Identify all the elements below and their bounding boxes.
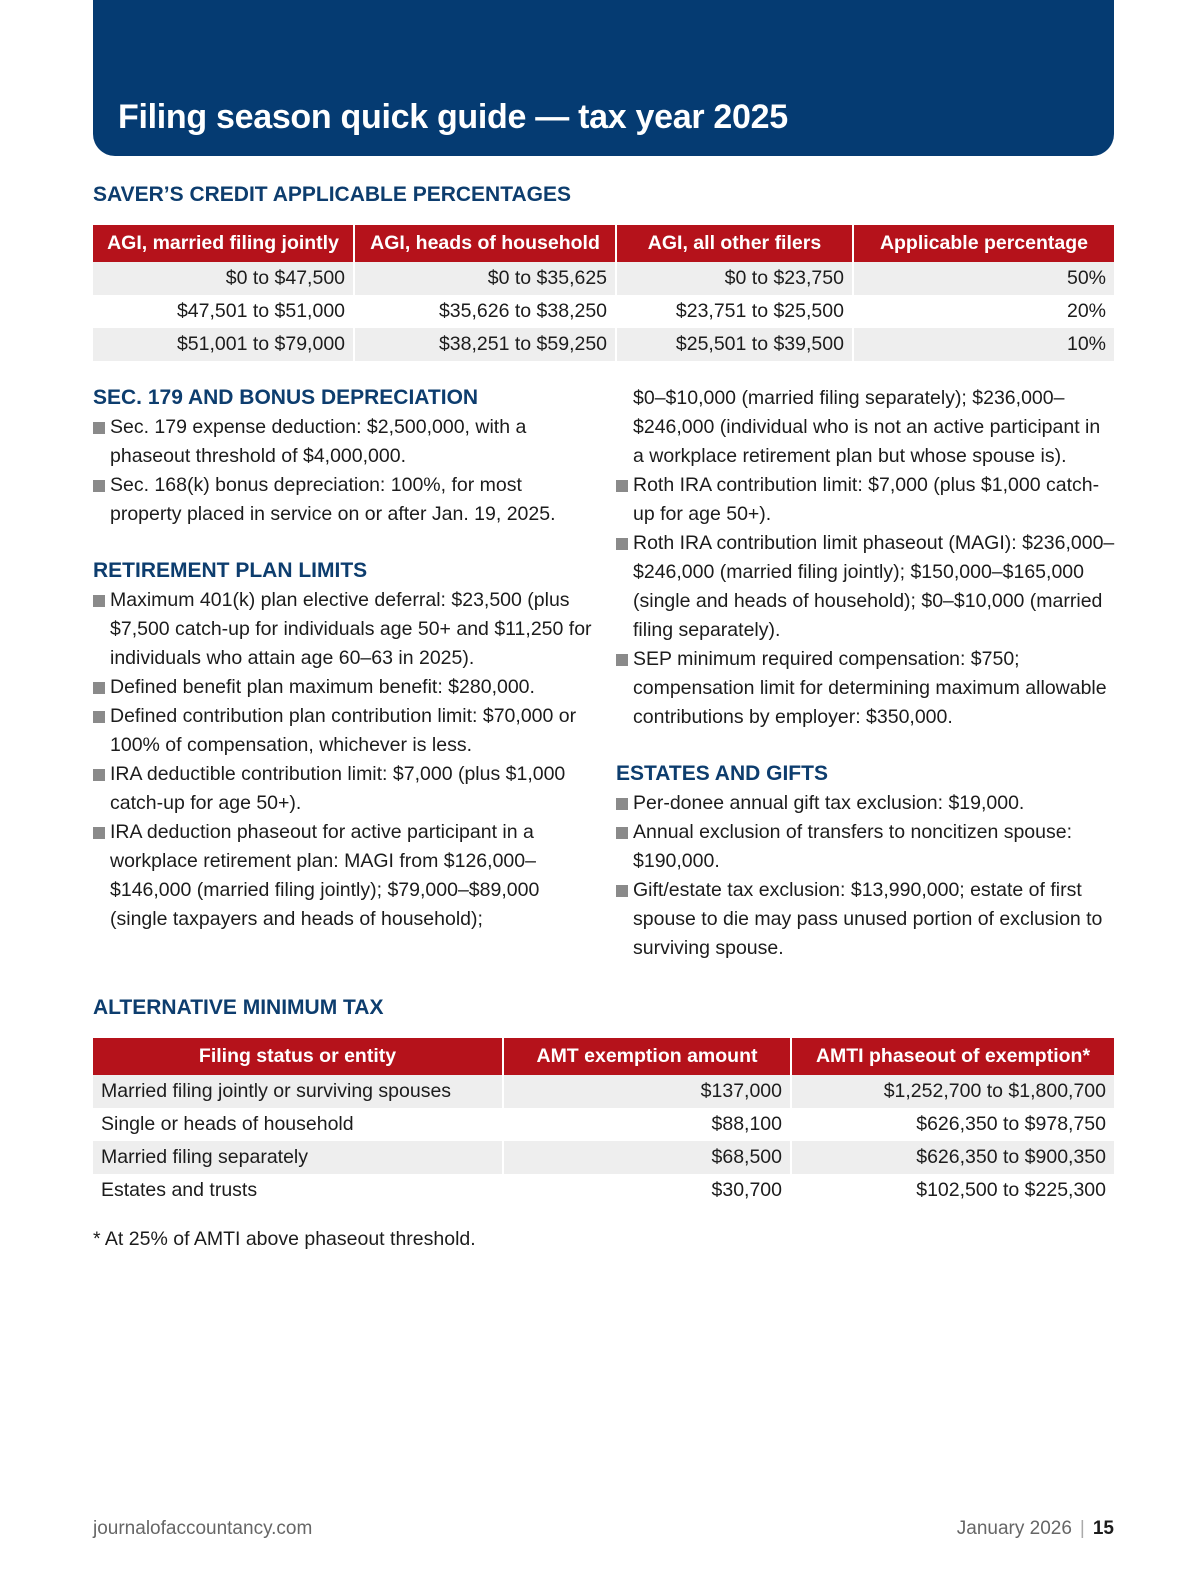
table-row: [93, 328, 1114, 361]
table-cell: $35,626 to $38,250: [438, 300, 608, 322]
page-title: Filing season quick guide — tax year 2025: [118, 98, 788, 136]
square-bullet-icon: [93, 595, 105, 607]
table-cell: $626,350 to $900,350: [792, 1141, 1114, 1174]
footer-separator: |: [1079, 1518, 1085, 1539]
list-item-text: IRA deductible contribution limit: $7,000 (plus $1,000 catch-up for age 50+).: [110, 763, 566, 814]
table-row: [93, 1108, 1114, 1141]
retirement-list-continued: [616, 471, 1116, 732]
list-item: [616, 789, 1116, 818]
continued-list-item-text: $0–$10,000 (married filing separately); $236,000–$246,000 (individual who is not an active participant in a workplace retirement plan but whose spouse is).: [633, 387, 1101, 467]
list-item: [93, 760, 593, 818]
left-column: [93, 383, 593, 934]
amt-table: [91, 1038, 1116, 1207]
list-item-text: Gift/estate tax exclusion: $13,990,000; estate of first spouse to die may pass unused portion of exclusion to surviving spouse.: [633, 879, 1103, 959]
square-bullet-icon: [93, 422, 105, 434]
table-cell: Estates and trusts: [101, 1179, 258, 1201]
savers-credit-heading: SAVER’S CREDIT APPLICABLE PERCENTAGES: [93, 183, 571, 206]
table-cell: $68,500: [504, 1141, 790, 1174]
column-header: AMT exemption amount: [504, 1038, 790, 1075]
list-item: [93, 413, 593, 471]
list-item-text: Annual exclusion of transfers to noncitizen spouse: $190,000.: [633, 821, 1073, 872]
table-cell: Married filing separately: [93, 1141, 502, 1174]
list-item-text: IRA deduction phaseout for active participant in a workplace retirement plan: MAGI from $126,000–$146,000 (married filing jointly); $79,000–$89,000 (single taxpayers and heads of household);: [110, 821, 540, 930]
table-cell: $137,000: [504, 1075, 790, 1108]
square-bullet-icon: [616, 798, 628, 810]
list-item-text: Roth IRA contribution limit phaseout (MAGI): $236,000–$246,000 (married filing jointly); $150,000–$165,000 (single and heads of household); $0–$10,000 (married filing separately).: [633, 532, 1115, 641]
square-bullet-icon: [616, 885, 628, 897]
table-row: [93, 1075, 1114, 1108]
square-bullet-icon: [93, 769, 105, 781]
issue-date: January 2026: [956, 1518, 1072, 1539]
website-footer: journalofaccountancy.com: [93, 1518, 313, 1539]
list-item: [93, 673, 593, 702]
table-cell: $626,350 to $978,750: [916, 1113, 1106, 1135]
square-bullet-icon: [93, 480, 105, 492]
retirement-heading: RETIREMENT PLAN LIMITS: [93, 559, 368, 582]
estates-list: [616, 789, 1116, 963]
list-item-text: Maximum 401(k) plan elective deferral: $23,500 (plus $7,500 catch-up for individuals age 50+ and $11,250 for individuals who attain age 60–63 in 2025).: [110, 589, 592, 669]
list-item-text: Defined benefit plan maximum benefit: $280,000.: [110, 676, 535, 698]
column-header: AGI, all other filers: [617, 225, 852, 262]
table-cell: $23,751 to $25,500: [675, 300, 844, 322]
depreciation-heading: SEC. 179 AND BONUS DEPRECIATION: [93, 386, 479, 409]
table-cell: $0 to $47,500: [93, 262, 353, 295]
table-cell: 10%: [854, 328, 1114, 361]
list-item: [93, 471, 593, 529]
square-bullet-icon: [93, 682, 105, 694]
square-bullet-icon: [93, 711, 105, 723]
table-cell: $0 to $23,750: [617, 262, 852, 295]
column-header: Applicable percentage: [854, 225, 1114, 262]
list-item: [616, 471, 1116, 529]
table-cell: Married filing jointly or surviving spouses: [93, 1075, 502, 1108]
square-bullet-icon: [93, 827, 105, 839]
column-header: AGI, heads of household: [355, 225, 615, 262]
list-item: [93, 702, 593, 760]
square-bullet-icon: [616, 538, 628, 550]
list-item-text: Per-donee annual gift tax exclusion: $19,000.: [633, 792, 1025, 814]
table-cell: 50%: [854, 262, 1114, 295]
table-row: [93, 1174, 1114, 1207]
list-item: [616, 876, 1116, 963]
savers-credit-table: [91, 225, 1116, 361]
table-header-row: [93, 225, 1114, 262]
table-cell: $51,001 to $79,000: [93, 328, 353, 361]
list-item: [616, 529, 1116, 645]
table-cell: Single or heads of household: [101, 1113, 354, 1135]
table-cell: $30,700: [711, 1179, 782, 1201]
list-item-text: SEP minimum required compensation: $750; compensation limit for determining maximum allowable contributions by employer: $350,000.: [633, 648, 1107, 728]
list-item-text: Sec. 179 expense deduction: $2,500,000, with a phaseout threshold of $4,000,000.: [110, 416, 527, 467]
page-number: 15: [1092, 1518, 1114, 1539]
column-header: AMTI phaseout of exemption*: [792, 1038, 1114, 1075]
list-item: [93, 586, 593, 673]
table-cell: $0 to $35,625: [355, 262, 615, 295]
list-item: [616, 645, 1116, 732]
square-bullet-icon: [616, 480, 628, 492]
table-row: [93, 262, 1114, 295]
column-header: AGI, married filing jointly: [93, 225, 353, 262]
page-footer: [957, 1518, 1114, 1540]
list-item-text: Sec. 168(k) bonus depreciation: 100%, for most property placed in service on or after Jan. 19, 2025.: [110, 474, 556, 525]
square-bullet-icon: [616, 654, 628, 666]
title-banner: [93, 0, 1114, 156]
table-row: [93, 295, 1114, 328]
table-row: [93, 1141, 1114, 1174]
amt-footnote: * At 25% of AMTI above phaseout threshold.: [93, 1228, 476, 1250]
list-item: [616, 818, 1116, 876]
square-bullet-icon: [616, 827, 628, 839]
table-cell: $1,252,700 to $1,800,700: [792, 1075, 1114, 1108]
right-column: [616, 384, 1116, 963]
table-cell: 20%: [1066, 300, 1106, 322]
table-header-row: [93, 1038, 1114, 1075]
column-header: Filing status or entity: [93, 1038, 502, 1075]
amt-heading: ALTERNATIVE MINIMUM TAX: [93, 996, 384, 1019]
table-cell: $102,500 to $225,300: [916, 1179, 1106, 1201]
list-item: [93, 818, 593, 934]
table-cell: $88,100: [711, 1113, 782, 1135]
retirement-list: [93, 586, 593, 934]
table-cell: $25,501 to $39,500: [617, 328, 852, 361]
table-cell: $38,251 to $59,250: [355, 328, 615, 361]
estates-heading: ESTATES AND GIFTS: [616, 762, 828, 785]
list-item-text: Defined contribution plan contribution limit: $70,000 or 100% of compensation, whichever is less.: [110, 705, 577, 756]
list-item-text: Roth IRA contribution limit: $7,000 (plus $1,000 catch-up for age 50+).: [633, 474, 1100, 525]
table-cell: $47,501 to $51,000: [176, 300, 346, 322]
depreciation-list: [93, 413, 593, 529]
